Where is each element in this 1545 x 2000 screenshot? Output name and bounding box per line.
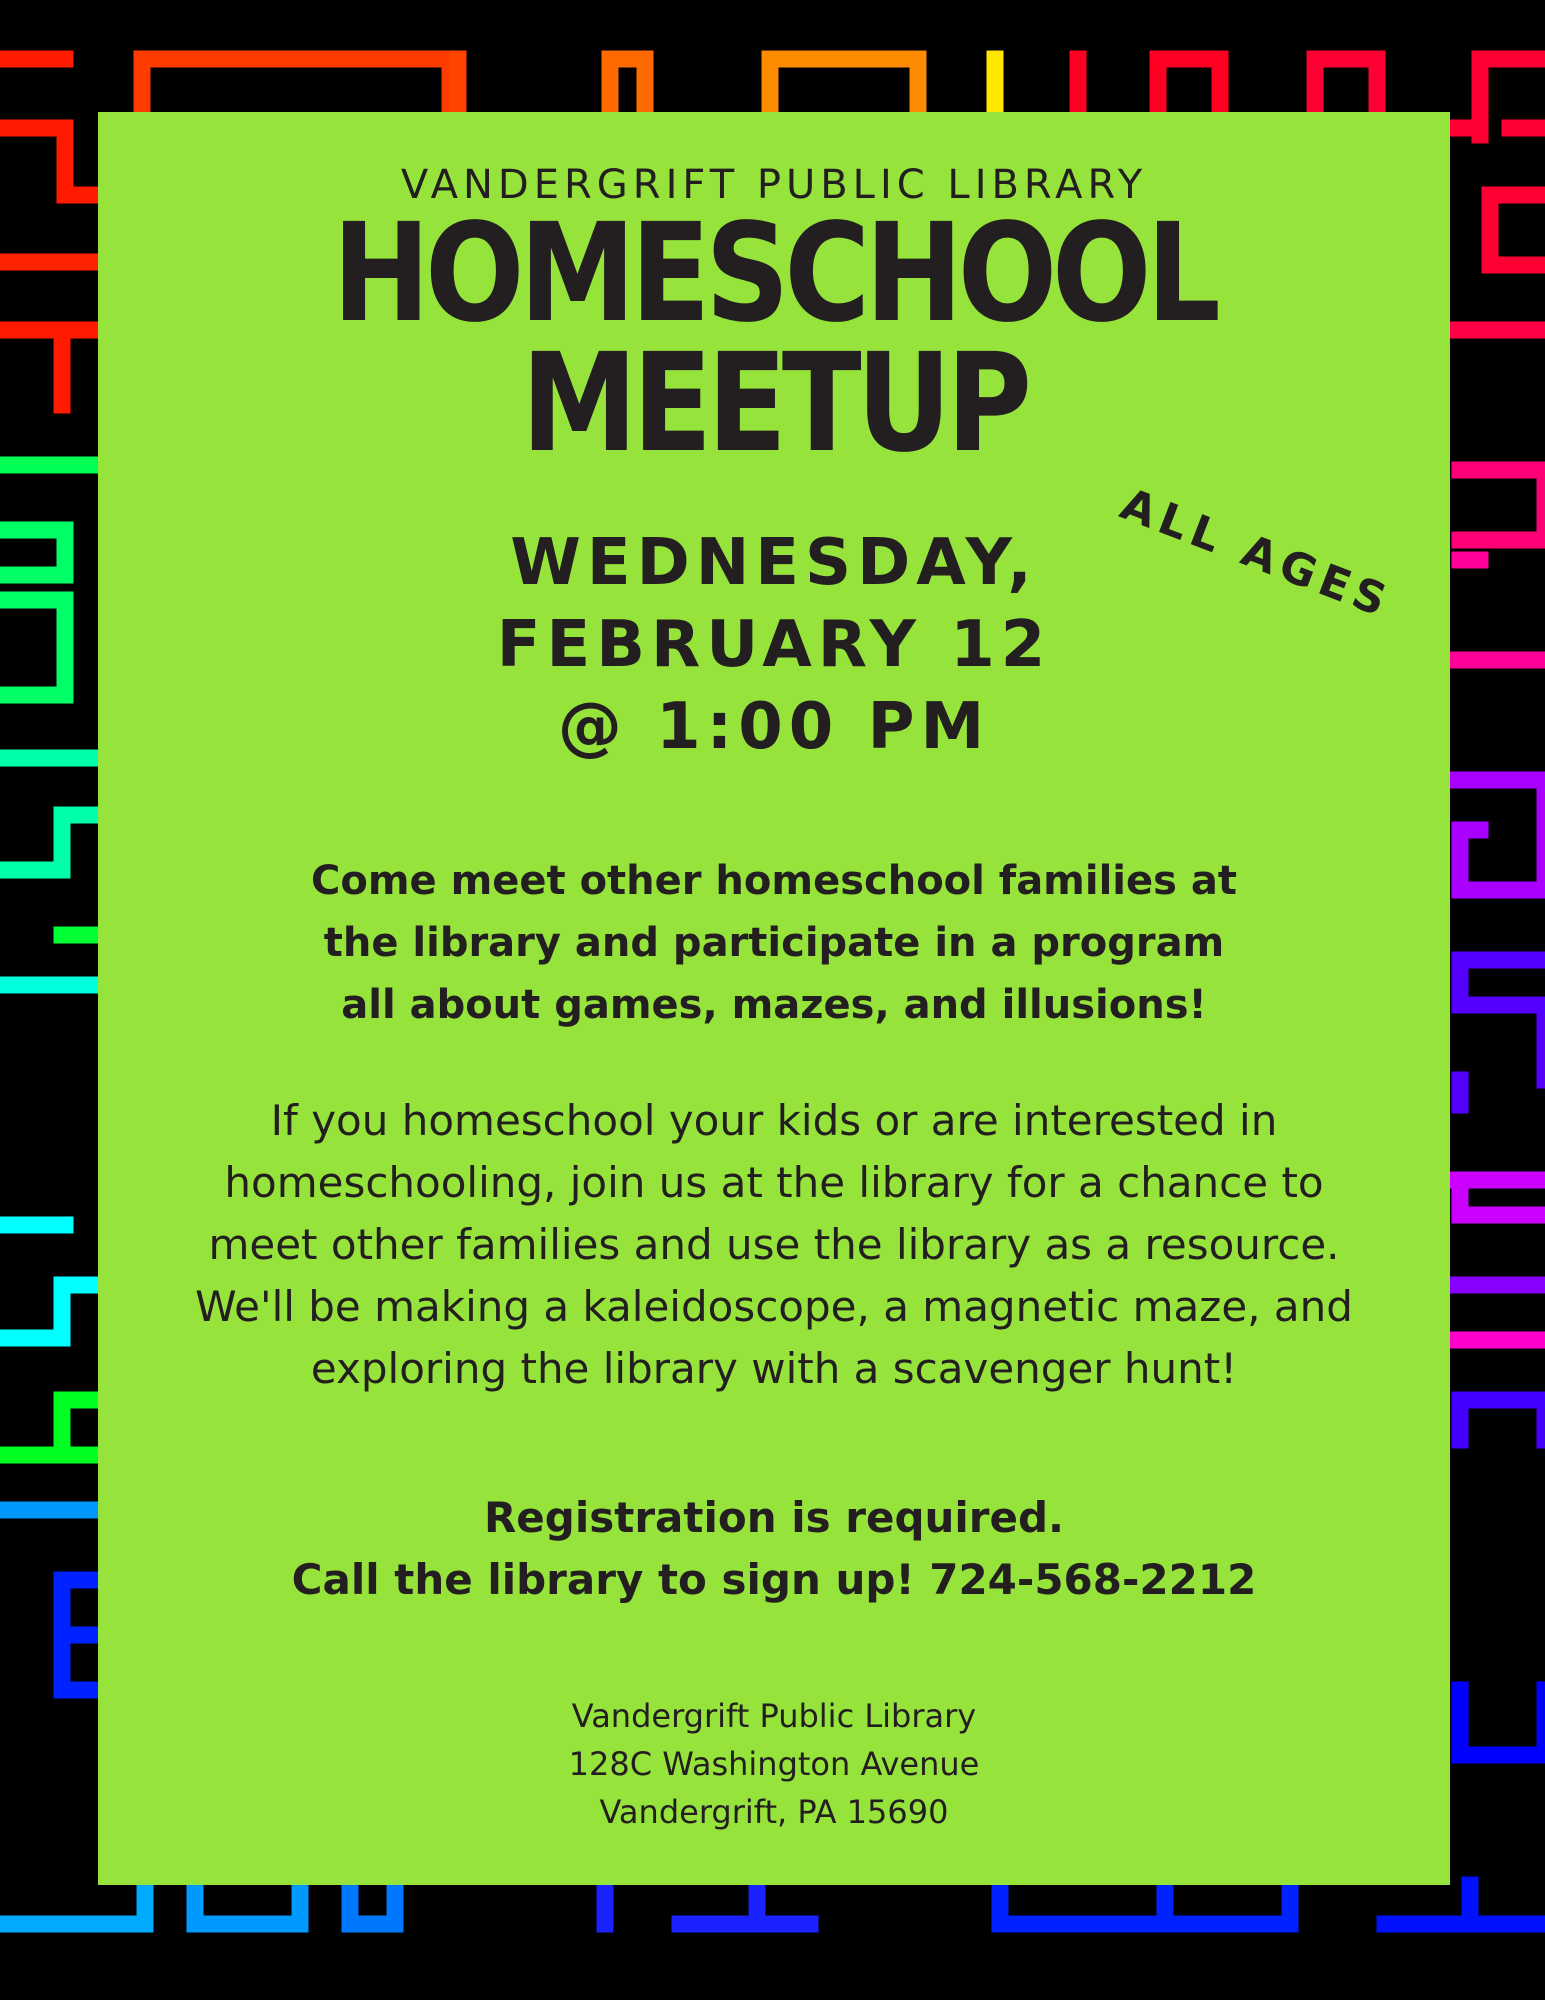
description-line: homeschooling, join us at the library for a chance to [224, 1158, 1324, 1207]
address-street: 128C Washington Avenue [568, 1745, 980, 1783]
event-date-time [98, 522, 1450, 768]
address-city: Vandergrift, PA 15690 [599, 1793, 949, 1831]
date-line-weekday: WEDNESDAY, [510, 526, 1038, 600]
date-line-time: @ 1:00 PM [557, 690, 991, 764]
description-line: If you homeschool your kids or are interested in [270, 1096, 1278, 1145]
title-line-2: MEETUP [521, 325, 1027, 483]
flyer-panel [98, 112, 1450, 1885]
date-line-date: FEBRUARY 12 [496, 608, 1052, 682]
description-line: We'll be making a kaleidoscope, a magnetic maze, and [195, 1282, 1353, 1331]
lead-line: the library and participate in a program [323, 920, 1225, 966]
registration-phone: Call the library to sign up! 724-568-2212 [291, 1555, 1257, 1604]
description-line: exploring the library with a scavenger hunt! [310, 1344, 1238, 1393]
address-name: Vandergrift Public Library [571, 1697, 977, 1735]
organization-name: VANDERGRIFT PUBLIC LIBRARY [400, 162, 1148, 208]
registration-required: Registration is required. [483, 1493, 1065, 1542]
library-address [98, 1692, 1450, 1836]
description-paragraph [98, 1090, 1450, 1400]
lead-line: Come meet other homeschool families at [311, 858, 1237, 904]
lead-paragraph [98, 850, 1450, 1036]
lead-line: all about games, mazes, and illusions! [341, 982, 1207, 1028]
all-ages-badge: ALL AGES [1113, 478, 1399, 629]
description-line: meet other families and use the library as a resource. [208, 1220, 1340, 1269]
registration-notice [98, 1487, 1450, 1611]
title-line-1: HOMESCHOOL [332, 195, 1216, 353]
